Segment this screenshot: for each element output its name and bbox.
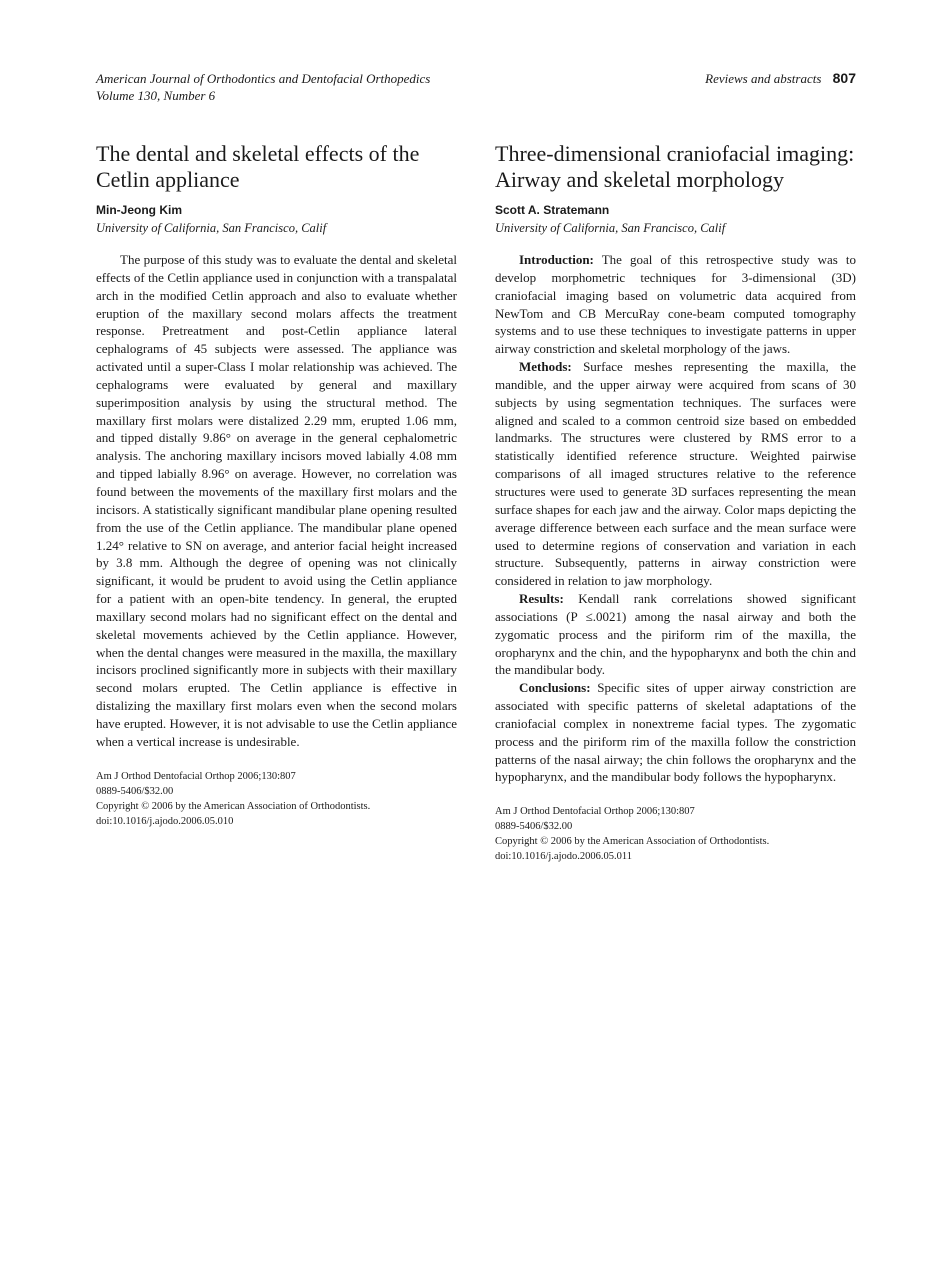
article-cetlin — [96, 141, 457, 829]
introduction-paragraph — [495, 251, 856, 358]
issn: 0889-5406/$32.00 — [96, 785, 174, 797]
results-text: Kendall rank correlations showed significant associations (P ≤.0021) among the nasal airway and both the zygomatic process and the piriform rim of the maxilla, the oropharynx and the chin, and the hypopharynx and both the chin and the mandibular body. — [495, 591, 856, 678]
citation: Am J Orthod Dentofacial Orthop 2006;130:807 — [96, 770, 296, 782]
results-paragraph — [495, 590, 856, 679]
conclusions-paragraph — [495, 679, 856, 786]
section-name: Reviews and abstracts — [705, 71, 822, 86]
article-abstract — [96, 251, 457, 751]
article-citation-block — [495, 804, 856, 864]
abstract-paragraph: The purpose of this study was to evaluate the dental and skeletal effects of the Cetlin appliance used in conjunction with a transpalatal arch in the modified Cetlin approach and also to evaluate whether eruption of the maxillary second molars affects the treatment response. Pretreatment and post-Cetlin appliance lateral cephalograms of 45 subjects were assessed. The appliance was activated until a super-Class I molar relationship was achieved. The cephalograms were evaluated by general and maxillary superimposition analysis by using the structural method. The maxillary first molars were distalized 2.29 mm, erupted 1.06 mm, and tipped distally 9.86° on average in the general cephalometric analysis. The anchoring maxillary incisors moved labially 4.08 mm and tipped labially 8.96° on average. However, no correlation was found between the movements of the maxillary first molars and the incisors. A statistically significant mandibular plane opening resulted from the use of the Cetlin appliance. The mandibular plane opened 1.24° relative to SN on average, and anterior facial height increased by 3.8 mm. Although the degree of opening was not clinically significant, it would be prudent to avoid using the Cetlin appliance for a patient with an open-bite tendency. In general, the erupted maxillary second molars had no significant effect on the dental and skeletal movements achieved by the Cetlin appliance. However, when the dental changes were measured in the maxilla, the maxillary incisors proclined significantly more in subjects with their maxillary second molars erupted. The Cetlin appliance is effective in distalizing the maxillary first molars even when the second molars have erupted. However, it is not advisable to use the Cetlin appliance when a vertical increase is undesirable. — [96, 252, 457, 749]
methods-label: Methods: — [519, 359, 572, 375]
conclusions-label: Conclusions: — [519, 680, 591, 696]
doi: doi:10.1016/j.ajodo.2006.05.010 — [96, 815, 234, 827]
doi: doi:10.1016/j.ajodo.2006.05.011 — [495, 851, 632, 863]
issn: 0889-5406/$32.00 — [495, 821, 573, 833]
journal-volume: Volume 130, Number 6 — [96, 88, 216, 103]
running-header-section — [705, 70, 856, 87]
article-craniofacial-imaging — [495, 141, 856, 864]
introduction-text: The goal of this retrospective study was to develop morphometric techniques for 3-dimensional (3D) craniofacial imaging based on volumetric data acquired from NewTom and CB MercuRay cone-beam computed tomography systems and to use these techniques to investigate patterns in upper airway constriction and skeletal morphology of the jaws. — [495, 252, 856, 357]
copyright: Copyright © 2006 by the American Association of Orthodontists. — [96, 800, 371, 812]
conclusions-text: Specific sites of upper airway constriction are associated with specific patterns of skeletal adaptations of the craniofacial complex in nonextreme facial types. The zygomatic process and the piriform rim of the maxilla follow the constriction patterns of the nasal airway; the chin follows the oropharynx and the hypopharynx, and the mandibular body follows the hypopharynx. — [495, 680, 857, 785]
article-affiliation: University of California, San Francisco, Calif — [96, 221, 327, 235]
article-abstract — [495, 251, 856, 786]
article-author: Min-Jeong Kim — [96, 203, 182, 217]
citation: Am J Orthod Dentofacial Orthop 2006;130:807 — [495, 806, 695, 818]
copyright: Copyright © 2006 by the American Association of Orthodontists. — [495, 836, 770, 848]
running-header-journal — [96, 70, 516, 104]
article-citation-block — [96, 769, 457, 829]
page-number: 807 — [832, 70, 856, 86]
article-affiliation: University of California, San Francisco, Calif — [495, 221, 726, 235]
results-label: Results: — [519, 591, 564, 607]
journal-name: American Journal of Orthodontics and Dentofacial Orthopedics — [96, 71, 431, 86]
article-title: The dental and skeletal effects of the Cetlin appliance — [96, 141, 420, 192]
methods-paragraph — [495, 358, 856, 590]
methods-text: Surface meshes representing the maxilla, the mandible, and the upper airway were acquired from scans of 30 subjects by using segmentation techniques. The surfaces were aligned and scaled to a common centroid size based on embedded landmarks. The structures were clustered by RMS error to a statistically identified reference structure. Weighted pairwise comparisons of all imaged structures relative to the reference structures were used to generate 3D surfaces representing the mean surface shapes for each jaw and the airway. Color maps depicting the average difference between each surface and the mean surface were used to determine regions of conservation and variation in each structure. Subsequently, patterns in airway constriction were considered in relation to jaw morphology. — [495, 359, 856, 589]
article-author: Scott A. Stratemann — [495, 203, 610, 217]
article-title: Three-dimensional craniofacial imaging: Airway and skeletal morphology — [495, 141, 855, 192]
introduction-label: Introduction: — [519, 252, 594, 267]
